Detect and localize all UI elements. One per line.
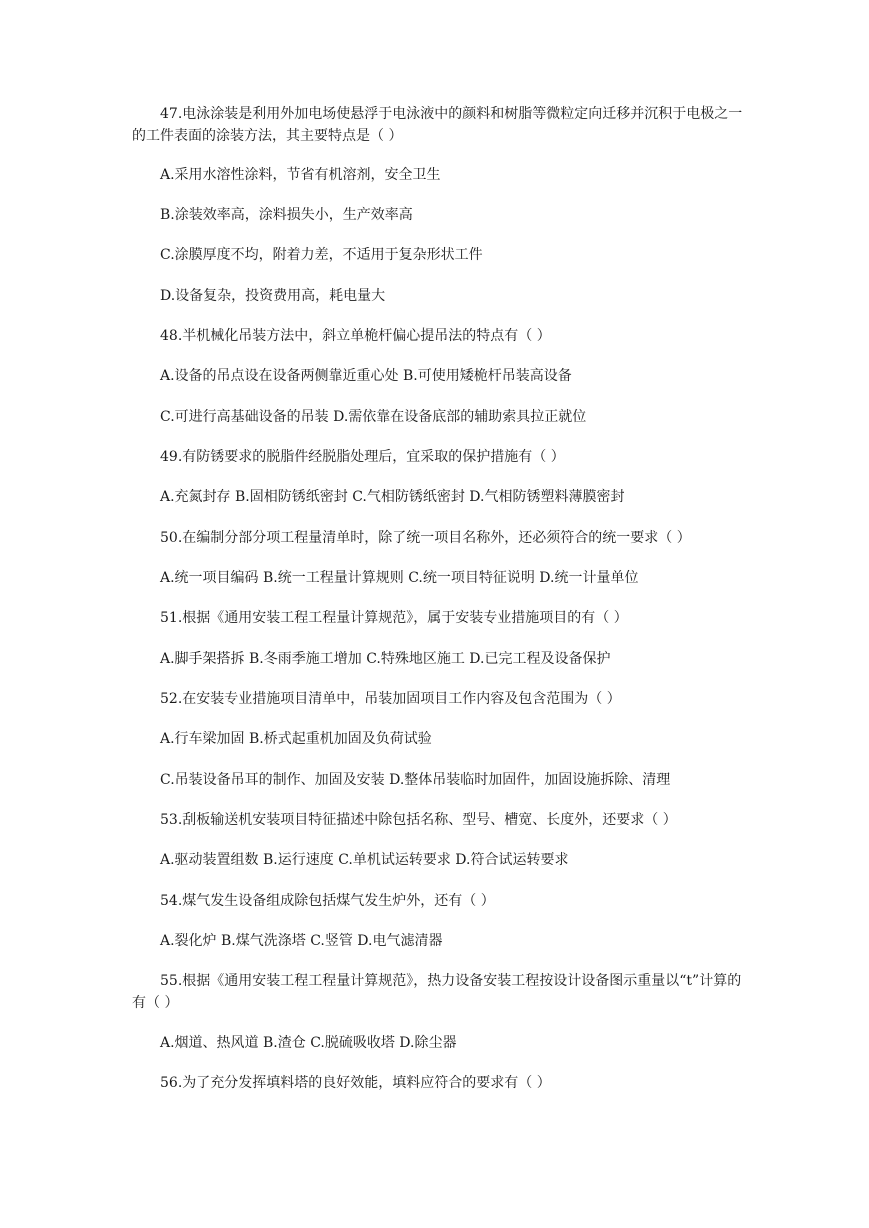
- question-53-options: A.驱动装置组数 B.运行速度 C.单机试运转要求 D.符合试运转要求: [160, 852, 569, 868]
- question-48-stem: 48.半机械化吊装方法中，斜立单桅杆偏心提吊法的特点有（ ）: [160, 328, 551, 344]
- question-51-options: A.脚手架搭拆 B.冬雨季施工增加 C.特殊地区施工 D.已完工程及设备保护: [160, 651, 611, 667]
- question-54-stem: 54.煤气发生设备组成除包括煤气发生炉外，还有（ ）: [160, 893, 495, 909]
- question-50-stem: 50.在编制分部分项工程量清单时，除了统一项目名称外，还必须符合的统一要求（ ）: [160, 530, 691, 546]
- question-51-stem: 51.根据《通用安装工程工程量计算规范》，属于安装专业措施项目的有（ ）: [160, 610, 628, 626]
- question-48-options-cd: C.可进行高基础设备的吊装 D.需依靠在设备底部的辅助索具拉正就位: [160, 409, 587, 425]
- question-47-stem: 47.电泳涂装是利用外加电场使悬浮于电泳液中的颜料和树脂等微粒定向迁移并沉积于电极之一的工件表面的涂装方法，其主要特点是（ ）: [132, 106, 743, 144]
- question-47-option-b: B.涂装效率高，涂料损失小，生产效率高: [160, 207, 413, 223]
- question-54-options: A.裂化炉 B.煤气洗涤塔 C.竖管 D.电气滤清器: [160, 933, 443, 949]
- question-49-stem: 49.有防锈要求的脱脂件经脱脂处理后，宜采取的保护措施有（ ）: [160, 449, 565, 465]
- question-52-stem: 52.在安装专业措施项目清单中，吊装加固项目工作内容及包含范围为（ ）: [160, 691, 621, 707]
- question-55-stem: 55.根据《通用安装工程工程量计算规范》，热力设备安装工程按设计设备图示重量以“t”计算的有（ ）: [132, 973, 742, 1011]
- question-47-option-d: D.设备复杂，投资费用高，耗电量大: [160, 288, 386, 304]
- question-48-options-ab: A.设备的吊点设在设备两侧靠近重心处 B.可使用矮桅杆吊装高设备: [160, 368, 572, 384]
- question-50-options: A.统一项目编码 B.统一工程量计算规则 C.统一项目特征说明 D.统一计量单位: [160, 570, 639, 586]
- question-47-option-c: C.涂膜厚度不均，附着力差，不适用于复杂形状工件: [160, 247, 483, 263]
- question-56-stem: 56.为了充分发挥填料塔的良好效能，填料应符合的要求有（ ）: [160, 1075, 551, 1091]
- question-52-options-cd: C.吊装设备吊耳的制作、加固及安装 D.整体吊装临时加固件，加固设施拆除、清理: [160, 772, 671, 788]
- question-47-option-a: A.采用水溶性涂料，节省有机溶剂，安全卫生: [160, 167, 441, 183]
- question-52-options-ab: A.行车梁加固 B.桥式起重机加固及负荷试验: [160, 731, 432, 747]
- question-49-options: A.充氮封存 B.固相防锈纸密封 C.气相防锈纸密封 D.气相防锈塑料薄膜密封: [160, 489, 625, 505]
- question-55-options: A.烟道、热风道 B.渣仓 C.脱硫吸收塔 D.除尘器: [160, 1035, 457, 1051]
- question-53-stem: 53.刮板输送机安装项目特征描述中除包括名称、型号、槽宽、长度外，还要求（ ）: [160, 812, 677, 828]
